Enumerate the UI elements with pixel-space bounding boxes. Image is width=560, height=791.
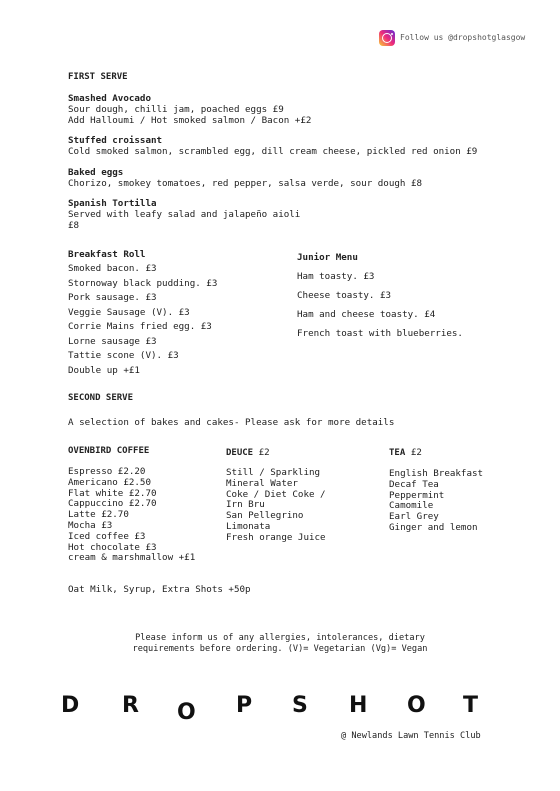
logo-letter: T [463,693,479,718]
list-item: Ginger and lemon [389,521,478,533]
tea-title: TEA [389,448,406,458]
list-item: Camomile [389,500,434,512]
list-item: Corrie Mains fried egg. £3 [68,321,212,332]
list-item: Peppermint [389,489,445,501]
menu-item [68,135,477,157]
deuce-heading [226,447,270,459]
coffee-extras: Oat Milk, Syrup, Extra Shots +50p [68,584,251,595]
list-item: Latte £2.70 [68,509,129,521]
deuce-price: £2 [258,447,270,458]
second-serve-description: A selection of bakes and cakes- Please ask for more details [68,417,395,428]
list-item: Decaf Tea [389,478,439,490]
menu-item [68,198,300,231]
menu-item [68,167,422,189]
junior-menu-title: Junior Menu [297,252,358,263]
venue-text: @ Newlands Lawn Tennis Club [341,731,481,741]
social-follow[interactable] [379,30,525,46]
list-item: Irn Bru [226,499,265,511]
list-item: Coke / Diet Coke / [226,488,326,500]
list-item: Limonata [226,520,271,532]
allergy-note-line: Please inform us of any allergies, intolerances, dietary [135,633,425,643]
logo-letter: O [407,693,426,718]
tea-price: £2 [410,447,422,458]
allergy-note-line: requirements before ordering. (V)= Vegetarian (Vg)= Vegan [132,643,428,654]
logo-letter: S [292,693,308,718]
item-name: Baked eggs [68,167,124,178]
list-item: San Pellegrino [226,510,304,522]
list-item: French toast with blueberries. [297,328,463,339]
logo-letter: H [349,693,368,718]
list-item: Cheese toasty. £3 [297,290,392,301]
item-description: Chorizo, smokey tomatoes, red pepper, salsa verde, sour dough £8 [68,178,423,190]
deuce-list [226,468,326,544]
tea-list [389,469,483,534]
list-item: Still / Sparkling [226,467,321,478]
tea-heading [389,447,422,459]
list-item: Americano £2.50 [68,476,151,488]
item-name: Spanish Tortilla [68,198,157,209]
item-description: Cold smoked salmon, scrambled egg, dill cream cheese, pickled red onion £9 [68,146,478,158]
breakfast-roll-section [68,249,217,379]
list-item: Earl Grey [389,511,439,523]
list-item: Smoked bacon. £3 [68,263,157,274]
list-item: Pork sausage. £3 [68,292,157,303]
item-name: Stuffed croissant [68,135,163,146]
logo-letter: D [61,693,80,718]
logo-letter: R [122,693,139,718]
list-item: Cappuccino £2.70 [68,498,157,510]
menu-item [68,93,311,126]
item-description: £8 [68,220,80,232]
list-item: Mineral Water [226,477,298,489]
list-item: Lorne sausage £3 [68,335,157,347]
list-item: Veggie Sausage (V). £3 [68,306,190,318]
junior-menu-section [297,252,497,343]
list-item: Double up +£1 [68,364,140,376]
first-serve-title: FIRST SERVE [68,72,128,82]
social-handle[interactable]: Follow us @dropshotglasgow [400,33,526,43]
list-item: Fresh orange Juice [226,531,326,543]
breakfast-roll-title: Breakfast Roll [68,249,146,260]
logo-letter: P [236,693,253,718]
second-serve-title: SECOND SERVE [68,393,134,403]
list-item: Flat white £2.70 [68,487,157,499]
deuce-title: DEUCE [226,448,254,458]
list-item: Stornoway black pudding. £3 [68,277,218,289]
item-description: Add Halloumi / Hot smoked salmon / Bacon +£2 [68,115,312,127]
list-item: Tattie scone (V). £3 [68,350,179,361]
list-item: English Breakfast [389,468,484,479]
ovenbird-coffee-title: OVENBIRD COFFEE [68,446,150,456]
list-item: Hot chocolate £3 [68,541,157,553]
allergy-note [60,633,500,654]
list-item: cream & marshmallow +£1 [68,552,196,564]
item-description: Served with leafy salad and jalapeño aioli [68,209,301,221]
list-item: Espresso £2.20 [68,466,146,477]
item-name: Smashed Avocado [68,93,151,104]
coffee-list [68,467,195,564]
list-item: Mocha £3 [68,519,113,531]
list-item: Iced coffee £3 [68,530,146,542]
item-description: Sour dough, chilli jam, poached eggs £9 [68,104,284,116]
list-item: Ham toasty. £3 [297,271,375,282]
logo-letter: O [177,700,196,725]
instagram-icon[interactable] [379,30,395,46]
list-item: Ham and cheese toasty. £4 [297,309,436,320]
